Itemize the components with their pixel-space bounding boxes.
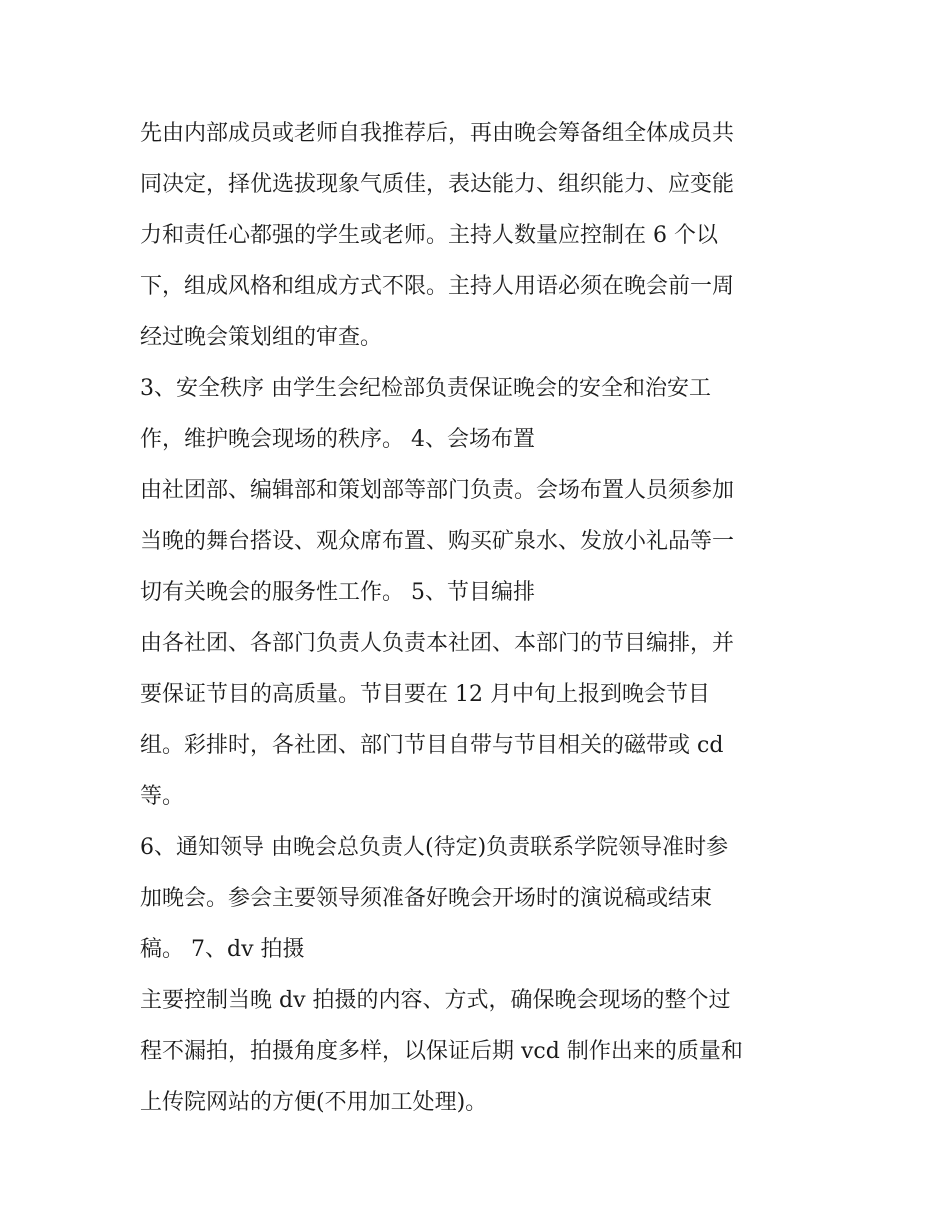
text-line-5: 经过晚会策划组的审查。 [140, 325, 383, 350]
text-line-10: 切有关晚会的服务性工作。 5、节目编排 [140, 580, 535, 605]
text-line-17: 稿。 7、dv 拍摄 [140, 937, 305, 962]
text-line-15: 6、通知领导 由晚会总负责人(待定)负责联系学院领导准时参 [140, 835, 729, 860]
text-line-14: 等。 [140, 784, 185, 809]
text-line-18: 主要控制当晚 dv 拍摄的内容、方式，确保晚会现场的整个过 [140, 988, 731, 1013]
text-line-9: 当晚的舞台搭设、观众席布置、购买矿泉水、发放小礼品等一 [140, 529, 735, 554]
text-line-3: 力和责任心都强的学生或老师。主持人数量应控制在 6 个以 [140, 223, 718, 248]
text-line-13: 组。彩排时，各社团、部门节目自带与节目相关的磁带或 cd [140, 733, 724, 758]
text-line-6: 3、安全秩序 由学生会纪检部负责保证晚会的安全和治安工 [140, 376, 711, 401]
text-line-11: 由各社团、各部门负责人负责本社团、本部门的节目编排，并 [140, 631, 735, 656]
text-line-1: 先由内部成员或老师自我推荐后，再由晚会筹备组全体成员共 [140, 121, 735, 146]
text-line-7: 作，维护晚会现场的秩序。 4、会场布置 [140, 427, 535, 452]
text-line-4: 下，组成风格和组成方式不限。主持人用语必须在晚会前一周 [140, 274, 735, 299]
text-line-8: 由社团部、编辑部和策划部等部门负责。会场布置人员须参加 [140, 478, 735, 503]
text-line-19: 程不漏拍，拍摄角度多样，以保证后期 vcd 制作出来的质量和 [140, 1039, 743, 1064]
text-line-12: 要保证节目的高质量。节目要在 12 月中旬上报到晚会节目 [140, 682, 710, 707]
text-line-16: 加晚会。参会主要领导须准备好晚会开场时的演说稿或结束 [140, 886, 713, 911]
text-line-2: 同决定，择优选拔现象气质佳，表达能力、组织能力、应变能 [140, 172, 735, 197]
text-line-20: 上传院网站的方便(不用加工处理)。 [140, 1090, 488, 1115]
body-text [140, 108, 830, 1128]
